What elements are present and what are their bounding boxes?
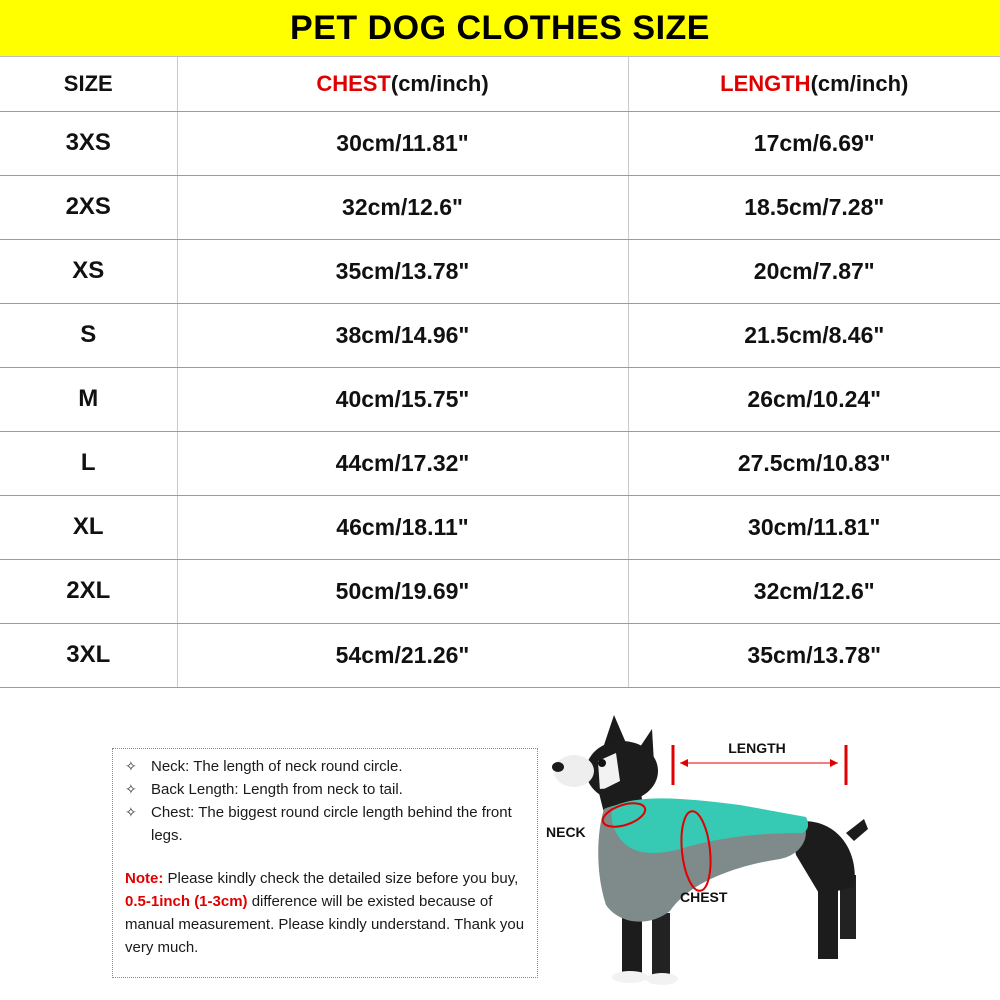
definition-item-chest (125, 801, 529, 847)
chest-cell: 40cm/15.75" (177, 367, 628, 431)
table-row (0, 303, 1000, 367)
page-title: PET DOG CLOTHES SIZE (290, 8, 710, 47)
chest-header-unit: (cm/inch) (390, 70, 489, 96)
length-measure (673, 740, 846, 785)
length-cell: 21.5cm/8.46" (628, 303, 1000, 367)
note-label: Note: (125, 870, 164, 887)
table-row (0, 495, 1000, 559)
size-cell: 3XS (0, 111, 177, 175)
note-text: Please kindly check the detailed size before you buy, (163, 870, 519, 887)
chest-header-word: CHEST (316, 70, 391, 96)
size-cell: 2XS (0, 175, 177, 239)
measurement-notes-box (112, 748, 538, 978)
table-row (0, 175, 1000, 239)
table-row (0, 367, 1000, 431)
length-label: LENGTH (728, 740, 786, 756)
size-cell: 3XL (0, 623, 177, 687)
size-cell: M (0, 367, 177, 431)
size-cell: S (0, 303, 177, 367)
table-row (0, 559, 1000, 623)
chest-cell: 54cm/21.26" (177, 623, 628, 687)
chest-cell: 30cm/11.81" (177, 111, 628, 175)
chest-label: CHEST (680, 889, 728, 905)
note-emphasis: 0.5-1inch (1-3cm) (125, 893, 248, 910)
table-header-row (0, 57, 1000, 111)
size-table (0, 57, 1000, 688)
neck-label: NECK (546, 824, 586, 840)
size-cell: XS (0, 239, 177, 303)
four-point-star-icon: ✧ (125, 804, 137, 820)
length-header-word: LENGTH (720, 70, 811, 96)
note-text: difference will be existed because of manual measurement. Please kindly understand. Thank you very much. (125, 893, 525, 956)
definition-text: Neck: The length of neck round circle. (151, 758, 403, 775)
length-cell: 35cm/13.78" (628, 623, 1000, 687)
size-column-header: SIZE (0, 57, 177, 111)
length-cell: 27.5cm/10.83" (628, 431, 1000, 495)
table-row (0, 239, 1000, 303)
dog-measurement-diagram (540, 705, 880, 995)
chest-cell: 38cm/14.96" (177, 303, 628, 367)
length-cell: 26cm/10.24" (628, 367, 1000, 431)
chest-cell: 50cm/19.69" (177, 559, 628, 623)
definition-item-neck (125, 755, 529, 778)
chest-column-header (177, 57, 628, 111)
definition-item-back-length (125, 778, 529, 801)
length-cell: 18.5cm/7.28" (628, 175, 1000, 239)
four-point-star-icon: ✧ (125, 781, 137, 797)
table-row (0, 431, 1000, 495)
length-cell: 32cm/12.6" (628, 559, 1000, 623)
chest-cell: 46cm/18.11" (177, 495, 628, 559)
length-cell: 17cm/6.69" (628, 111, 1000, 175)
definition-text: Back Length: Length from neck to tail. (151, 781, 403, 798)
size-cell: 2XL (0, 559, 177, 623)
table-row (0, 111, 1000, 175)
length-cell: 30cm/11.81" (628, 495, 1000, 559)
chest-cell: 32cm/12.6" (177, 175, 628, 239)
definition-text: Chest: The biggest round circle length behind the front legs. (151, 804, 512, 844)
chest-cell: 44cm/17.32" (177, 431, 628, 495)
size-cell: XL (0, 495, 177, 559)
length-cell: 20cm/7.87" (628, 239, 1000, 303)
title-banner (0, 0, 1000, 57)
four-point-star-icon: ✧ (125, 758, 137, 774)
length-column-header (628, 57, 1000, 111)
length-header-unit: (cm/inch) (810, 70, 909, 96)
chest-cell: 35cm/13.78" (177, 239, 628, 303)
note-paragraph (125, 867, 529, 959)
table-row (0, 623, 1000, 687)
size-cell: L (0, 431, 177, 495)
